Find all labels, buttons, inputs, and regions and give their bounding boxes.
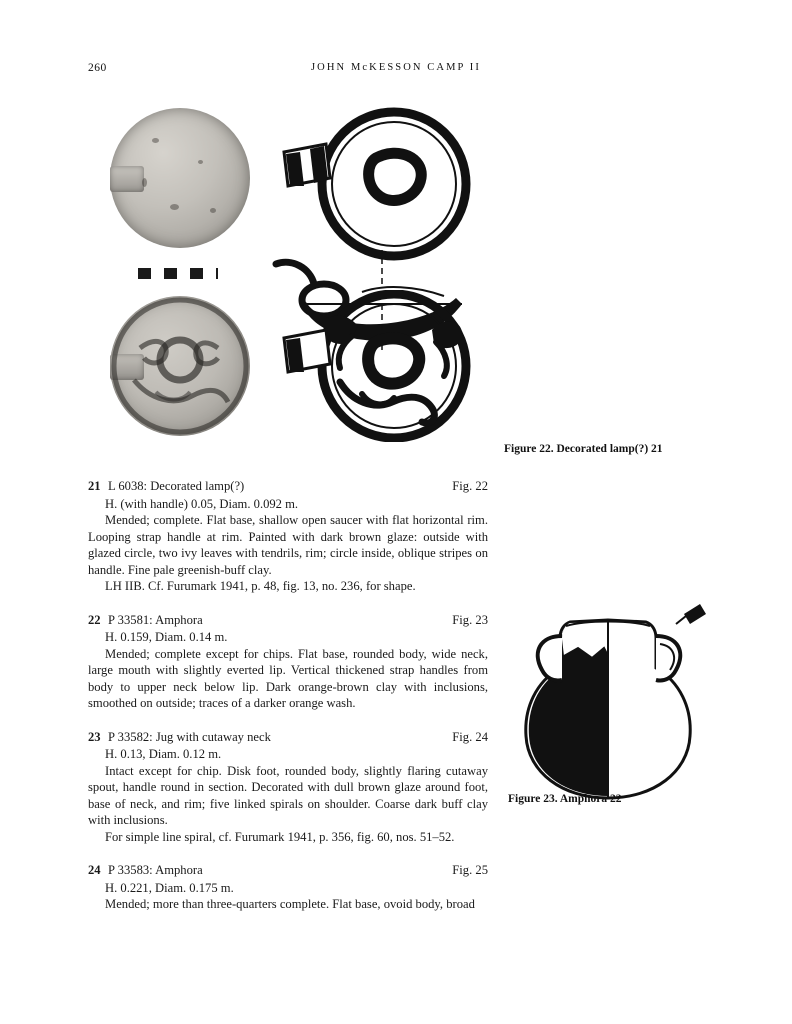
photo-lamp-top-view xyxy=(110,108,250,248)
entry-line: Mended; more than three-quarters complete. Flat base, ovoid body, broad xyxy=(105,897,475,911)
entry-line: Intact except for chip. Disk foot, rounded body, slightly flaring cutaway spout, handle round in section. Decorated with dull brown glaze around foot, base of neck, and rim; five linked spirals on shoulder. Coarse dark buff clay with inclusions. xyxy=(88,763,488,827)
entry-line: For simple line spiral, cf. Furumark 1941, p. 356, fig. 60, nos. 51–52. xyxy=(105,829,455,844)
entry-line: H. (with handle) 0.05, Diam. 0.092 m. xyxy=(105,496,299,511)
catalogue-column xyxy=(88,478,488,930)
entry-number: 22 xyxy=(88,612,101,627)
photo-lamp-decorated xyxy=(110,296,250,436)
entry-number: 21 xyxy=(88,479,101,493)
figure-23-caption: Figure 23. Amphora 22 xyxy=(508,793,622,805)
entry-line: Mended; complete except for chips. Flat base, rounded body, wide neck, large mouth with slightly everted lip. Vertical thickened strap handles from body to upper neck below lip. Dark orange-brown clay with inclusions, smoothed on outside; traces of a darker orange wash. xyxy=(88,646,488,710)
entry-figure-reference: Fig. 25 xyxy=(452,863,488,877)
photo-speckle xyxy=(142,178,147,187)
photo-decoration-overlay xyxy=(110,296,250,436)
entry-heading xyxy=(88,729,488,746)
drawing-lamp-plan xyxy=(266,102,476,272)
catalogue-entry-21 xyxy=(88,478,488,595)
entry-title: P 33582: Jug with cutaway neck xyxy=(108,729,271,744)
running-head xyxy=(88,62,704,78)
figure-22 xyxy=(88,100,508,445)
running-head-title: JOHN McKESSON CAMP II xyxy=(310,62,481,73)
entry-title: L 6038: Decorated lamp(?) xyxy=(108,479,245,493)
figure-22-caption: Figure 22. Decorated lamp(?) 21 xyxy=(504,443,663,455)
entry-title: P 33581: Amphora xyxy=(108,612,203,627)
entry-number: 23 xyxy=(88,729,101,744)
catalogue-entry-22 xyxy=(88,612,488,712)
photo-speckle xyxy=(198,160,203,164)
figure-23-amphora-drawing xyxy=(508,596,708,811)
drawing-lamp-decorated-plan xyxy=(266,290,476,442)
catalogue-entry-23 xyxy=(88,729,488,846)
entry-line: H. 0.13, Diam. 0.12 m. xyxy=(105,747,222,761)
entry-line: Mended; complete. Flat base, shallow open saucer with flat horizontal rim. Looping strap handle at rim. Painted with dark brown glaze: outside with glazed circle, two ivy leaves with tendrils, rim; circle inside, oblique stripes on handle. Fine pale greenish-buff clay. xyxy=(88,513,488,577)
entry-heading xyxy=(88,612,488,629)
entry-title: P 33583: Amphora xyxy=(108,863,203,877)
entry-line: H. 0.159, Diam. 0.14 m. xyxy=(105,630,228,644)
entry-number: 24 xyxy=(88,863,101,877)
entry-line: LH IIB. Cf. Furumark 1941, p. 48, fig. 13, no. 236, for shape. xyxy=(105,579,416,593)
entry-heading xyxy=(88,862,488,879)
entry-figure-reference: Fig. 24 xyxy=(452,729,488,744)
entry-figure-reference: Fig. 22 xyxy=(452,479,488,493)
folio-number: 260 xyxy=(88,62,107,74)
entry-figure-reference: Fig. 23 xyxy=(452,612,488,627)
entry-heading xyxy=(88,478,488,495)
entry-line: H. 0.221, Diam. 0.175 m. xyxy=(105,880,234,895)
photo-speckle xyxy=(210,208,216,213)
catalogue-entry-24 xyxy=(88,862,488,913)
photo-speckle xyxy=(152,138,159,143)
photo-lamp-handle xyxy=(110,166,144,192)
scale-bar xyxy=(138,268,218,279)
photo-speckle xyxy=(170,204,179,210)
